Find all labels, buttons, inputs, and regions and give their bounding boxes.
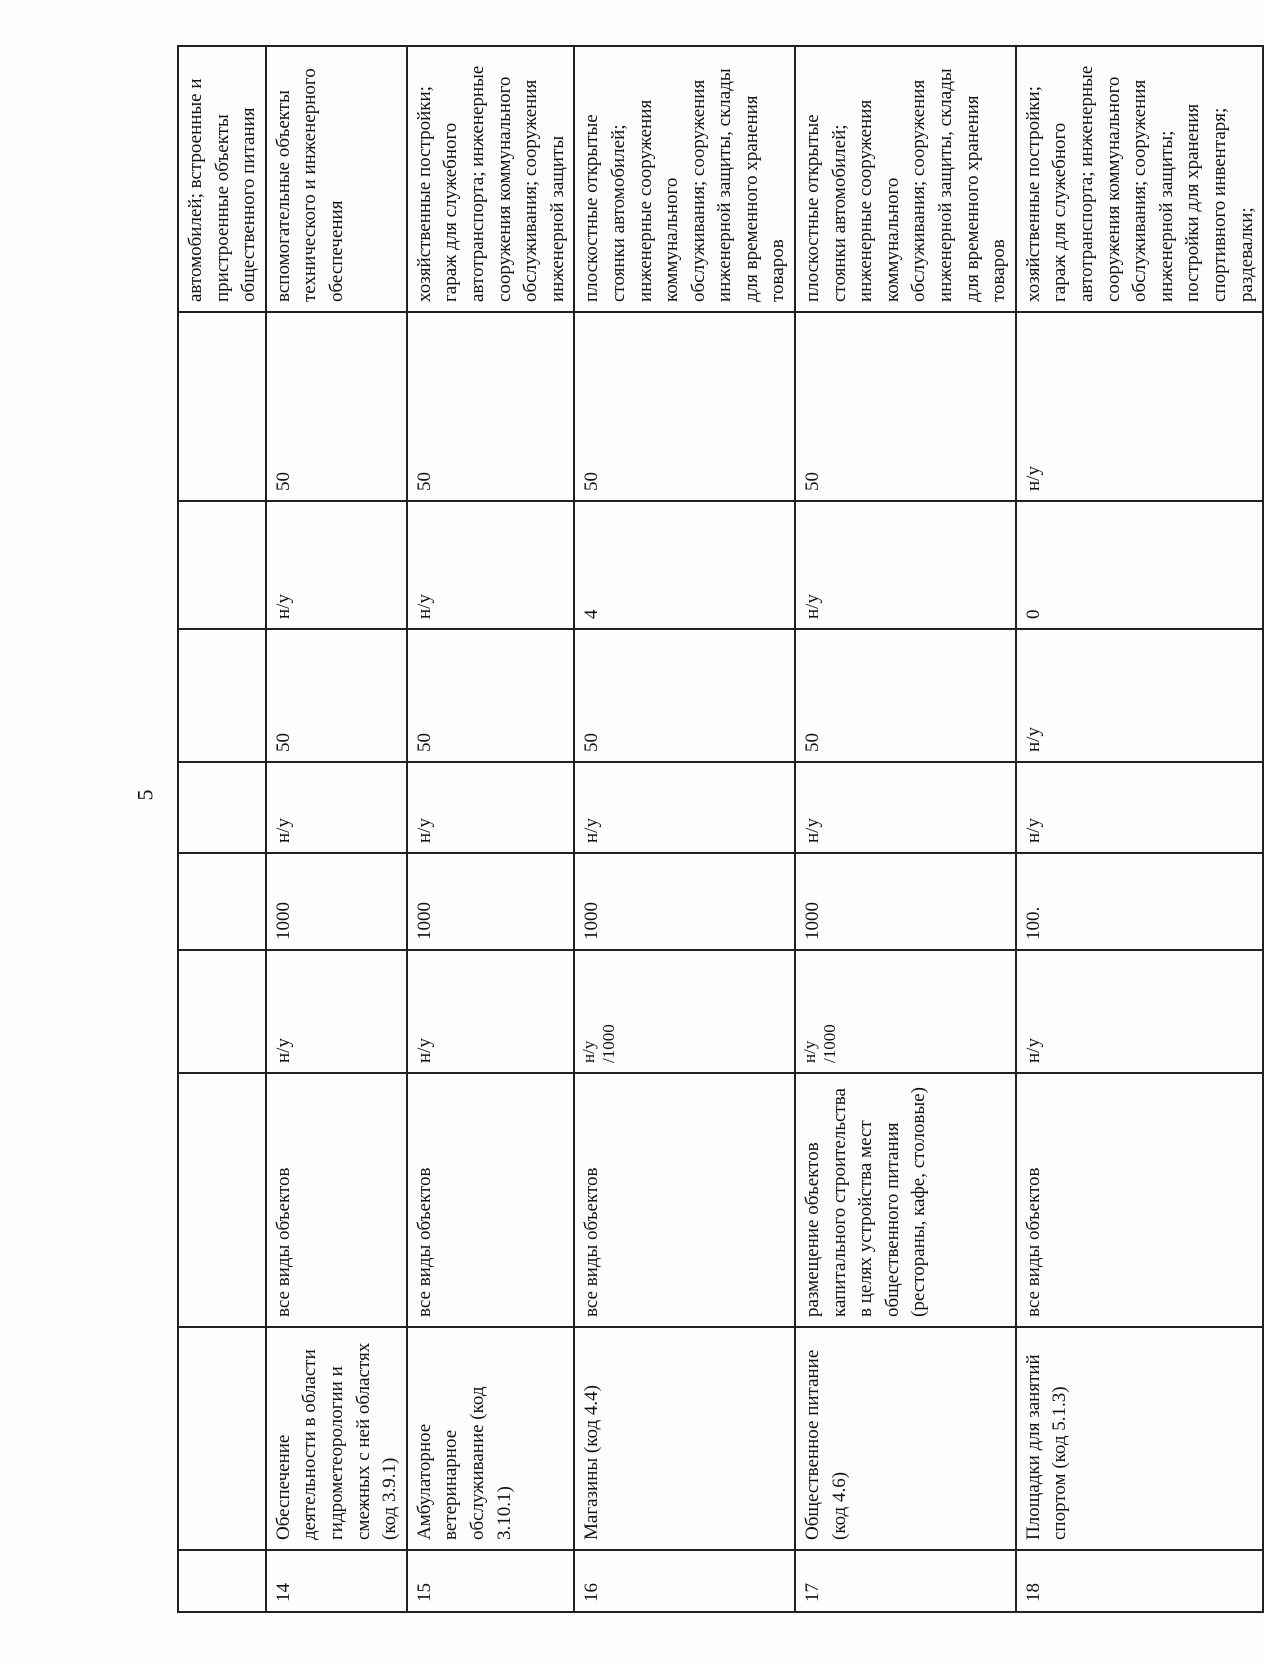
param-cell [178,853,266,950]
row-number: 17 [795,1550,1016,1612]
param-cell: 50 [266,312,407,501]
param-cell: 1000 [795,853,1016,950]
param-cell: 100. [1016,853,1263,950]
use-type-name: Магазины (код 4.4) [574,1327,795,1550]
param-cell: н/у [266,501,407,629]
object-types [178,1073,266,1327]
param-cell: н/у [1016,950,1263,1073]
table-row-18 [1016,46,1263,1612]
table-row-16 [574,46,795,1612]
table-row-14 [266,46,407,1612]
param-cell: 50 [795,312,1016,501]
param-cell: 4 [574,501,795,629]
param-cell: 50 [266,629,407,762]
param-cell [178,501,266,629]
row-number: 18 [1016,1550,1263,1612]
param-cell [178,950,266,1073]
param-cell: н/у [266,950,407,1073]
page-number: 5 [132,789,158,801]
zoning-regulations-table [177,45,1264,1613]
auxiliary-uses: вспомогательные объекты технического и инженерного обеспечения [266,46,407,312]
object-types: размещение объектов капитального строительства в целях устройства мест общественного питания (рестораны, кафе, столовые) [795,1073,1016,1327]
param-cell [574,950,795,1073]
param-cell: н/у [574,762,795,853]
use-type-name: Общественное питание (код 4.6) [795,1327,1016,1550]
param-cell: 50 [574,312,795,501]
param-cell: н/у [795,501,1016,629]
param-cell: 1000 [266,853,407,950]
object-types: все виды объектов [1016,1073,1263,1327]
row-number: 15 [407,1550,575,1612]
param-cell: 50 [407,312,575,501]
param-cell: 50 [795,629,1016,762]
use-type-name: Амбулаторное ветеринарное обслуживание (код 3.10.1) [407,1327,575,1550]
object-types: все виды объектов [574,1073,795,1327]
table-row-17 [795,46,1016,1612]
param-value-bottom: /1000 [598,1024,618,1063]
table-row-15 [407,46,575,1612]
param-cell: н/у [407,762,575,853]
auxiliary-uses: плоскостные открытые стоянки автомобилей; инженерные сооружения коммунального обслуживания; сооружения инженерной защиты, склады для временного хранения товаров [795,46,1016,312]
param-cell [795,950,1016,1073]
param-cell: 0 [1016,501,1263,629]
object-types: все виды объектов [266,1073,407,1327]
param-value-top: н/у [579,1040,599,1063]
table-row-continuation [178,46,266,1612]
param-cell: н/у [407,501,575,629]
auxiliary-uses: хозяйственные постройки; гараж для служебного автотранспорта; инженерные сооружения коммунального обслуживания; сооружения инженерной защиты [407,46,575,312]
param-value-top: н/у [800,1040,820,1063]
param-cell: н/у [407,950,575,1073]
row-number: 14 [266,1550,407,1612]
param-cell: н/у [795,762,1016,853]
param-value-bottom: /1000 [819,1024,839,1063]
rotated-page [177,47,1257,1613]
use-type-name: Обеспечение деятельности в области гидрометеорологии и смежных с ней областях (код 3.9.1) [266,1327,407,1550]
auxiliary-uses: плоскостные открытые стоянки автомобилей; инженерные сооружения коммунального обслуживания; сооружения инженерной защиты, склады для временного хранения товаров [574,46,795,312]
param-cell: н/у [1016,312,1263,501]
param-cell: 50 [407,629,575,762]
param-cell: н/у [266,762,407,853]
object-types: все виды объектов [407,1073,575,1327]
param-cell: н/у [1016,629,1263,762]
row-number [178,1550,266,1612]
auxiliary-uses: хозяйственные постройки; гараж для служебного автотранспорта; инженерные сооружения коммунального обслуживания; сооружения инженерной защиты; постройки для хранения спортивного инвентаря; раздевалки; [1016,46,1263,312]
param-cell [178,312,266,501]
param-cell: н/у [1016,762,1263,853]
param-cell: 1000 [407,853,575,950]
param-cell: 50 [574,629,795,762]
row-number: 16 [574,1550,795,1612]
param-cell [178,762,266,853]
param-cell [178,629,266,762]
param-cell: 1000 [574,853,795,950]
use-type-name [178,1327,266,1550]
use-type-name: Площадки для занятий спортом (код 5.1.3) [1016,1327,1263,1550]
auxiliary-uses: автомобилей; встроенные и пристроенные объекты общественного питания [178,46,266,312]
